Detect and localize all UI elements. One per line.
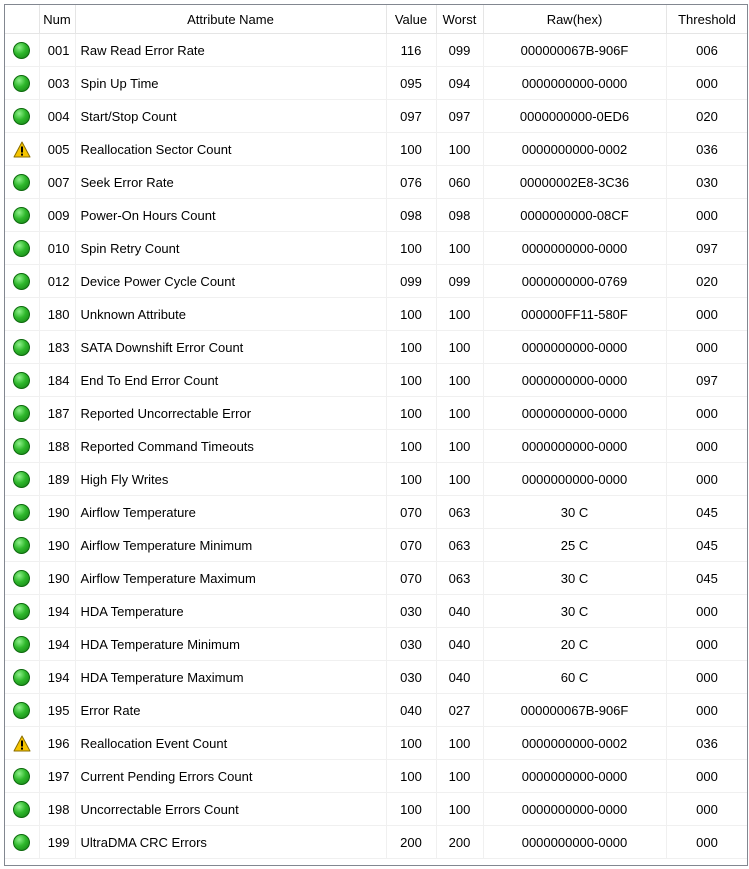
status-cell [5,430,39,463]
status-cell [5,100,39,133]
attribute-threshold-cell: 000 [666,793,748,826]
attribute-value-cell: 040 [386,694,436,727]
green-circle-icon [13,504,30,521]
green-circle-icon [13,537,30,554]
attribute-value-cell: 100 [386,727,436,760]
attribute-num-cell: 183 [39,331,75,364]
attribute-name-cell: Error Rate [75,694,386,727]
attribute-worst-cell: 063 [436,529,483,562]
attribute-threshold-cell: 045 [666,529,748,562]
column-header-attribute-name[interactable]: Attribute Name [75,5,386,34]
attribute-value-cell: 076 [386,166,436,199]
attribute-worst-cell: 060 [436,166,483,199]
status-cell [5,199,39,232]
attribute-name-cell: Reported Uncorrectable Error [75,397,386,430]
attribute-name-cell: Current Pending Errors Count [75,760,386,793]
table-row[interactable] [5,760,748,793]
green-circle-icon [13,438,30,455]
attribute-raw-cell: 30 C [483,562,666,595]
attribute-worst-cell: 100 [436,298,483,331]
attribute-value-cell: 100 [386,331,436,364]
smart-attributes-list[interactable] [4,4,748,866]
attribute-name-cell: HDA Temperature [75,595,386,628]
attribute-value-cell: 100 [386,430,436,463]
status-cell [5,793,39,826]
table-row[interactable] [5,562,748,595]
status-cell [5,232,39,265]
attribute-value-cell: 070 [386,529,436,562]
attribute-raw-cell: 0000000000-0000 [483,397,666,430]
attribute-name-cell: HDA Temperature Maximum [75,661,386,694]
attribute-worst-cell: 040 [436,595,483,628]
green-circle-icon [13,768,30,785]
table-row[interactable] [5,595,748,628]
attribute-num-cell: 190 [39,562,75,595]
green-circle-icon [13,306,30,323]
attribute-value-cell: 116 [386,34,436,67]
warning-triangle-icon [13,141,31,158]
status-cell [5,727,39,760]
attribute-raw-cell: 000000067B-906F [483,694,666,727]
attribute-num-cell: 190 [39,529,75,562]
attribute-num-cell: 194 [39,595,75,628]
attribute-num-cell: 190 [39,496,75,529]
attribute-worst-cell: 100 [436,133,483,166]
attribute-worst-cell: 097 [436,100,483,133]
attribute-value-cell: 100 [386,463,436,496]
attribute-name-cell: Power-On Hours Count [75,199,386,232]
attribute-value-cell: 100 [386,397,436,430]
attribute-threshold-cell: 000 [666,826,748,859]
attribute-name-cell: Unknown Attribute [75,298,386,331]
attribute-worst-cell: 100 [436,760,483,793]
attribute-raw-cell: 0000000000-0000 [483,331,666,364]
attribute-threshold-cell: 045 [666,562,748,595]
attribute-value-cell: 095 [386,67,436,100]
attribute-name-cell: Spin Retry Count [75,232,386,265]
attribute-raw-cell: 0000000000-0769 [483,265,666,298]
attribute-name-cell: Reallocation Sector Count [75,133,386,166]
attribute-threshold-cell: 006 [666,34,748,67]
attribute-value-cell: 100 [386,793,436,826]
attribute-value-cell: 100 [386,364,436,397]
attribute-name-cell: Uncorrectable Errors Count [75,793,386,826]
attribute-worst-cell: 063 [436,496,483,529]
attribute-num-cell: 194 [39,661,75,694]
attribute-name-cell: Airflow Temperature [75,496,386,529]
green-circle-icon [13,42,30,59]
column-header-status[interactable] [5,5,39,34]
attribute-worst-cell: 100 [436,364,483,397]
attribute-num-cell: 007 [39,166,75,199]
status-cell [5,496,39,529]
table-row[interactable] [5,298,748,331]
attribute-raw-cell: 0000000000-0000 [483,826,666,859]
attribute-threshold-cell: 097 [666,364,748,397]
green-circle-icon [13,702,30,719]
attribute-raw-cell: 0000000000-0000 [483,793,666,826]
attribute-threshold-cell: 036 [666,133,748,166]
attribute-raw-cell: 0000000000-0000 [483,364,666,397]
attribute-raw-cell: 0000000000-0000 [483,232,666,265]
status-cell [5,265,39,298]
attribute-raw-cell: 0000000000-0000 [483,463,666,496]
green-circle-icon [13,834,30,851]
attribute-threshold-cell: 000 [666,397,748,430]
status-cell [5,826,39,859]
column-header-raw-hex[interactable]: Raw(hex) [483,5,666,34]
attribute-name-cell: Airflow Temperature Minimum [75,529,386,562]
green-circle-icon [13,669,30,686]
table-row[interactable] [5,529,748,562]
attribute-num-cell: 184 [39,364,75,397]
green-circle-icon [13,603,30,620]
attribute-num-cell: 003 [39,67,75,100]
attribute-threshold-cell: 000 [666,595,748,628]
table-row[interactable] [5,727,748,760]
attribute-worst-cell: 100 [436,331,483,364]
attribute-raw-cell: 60 C [483,661,666,694]
attribute-worst-cell: 099 [436,34,483,67]
attribute-num-cell: 005 [39,133,75,166]
attribute-threshold-cell: 020 [666,100,748,133]
status-cell [5,34,39,67]
attribute-num-cell: 004 [39,100,75,133]
green-circle-icon [13,207,30,224]
attribute-name-cell: Raw Read Error Rate [75,34,386,67]
attribute-value-cell: 100 [386,133,436,166]
attribute-threshold-cell: 000 [666,463,748,496]
attribute-raw-cell: 20 C [483,628,666,661]
green-circle-icon [13,636,30,653]
status-cell [5,133,39,166]
table-row[interactable] [5,397,748,430]
attribute-threshold-cell: 020 [666,265,748,298]
attribute-name-cell: End To End Error Count [75,364,386,397]
attribute-worst-cell: 200 [436,826,483,859]
attribute-value-cell: 099 [386,265,436,298]
table-row[interactable] [5,199,748,232]
attribute-num-cell: 199 [39,826,75,859]
attribute-worst-cell: 100 [436,463,483,496]
attribute-threshold-cell: 097 [666,232,748,265]
attribute-threshold-cell: 000 [666,694,748,727]
attribute-raw-cell: 0000000000-0000 [483,67,666,100]
attribute-threshold-cell: 000 [666,331,748,364]
attribute-num-cell: 197 [39,760,75,793]
attribute-value-cell: 070 [386,562,436,595]
attribute-threshold-cell: 000 [666,199,748,232]
attribute-value-cell: 098 [386,199,436,232]
attribute-num-cell: 198 [39,793,75,826]
attribute-worst-cell: 100 [436,397,483,430]
attribute-name-cell: Airflow Temperature Maximum [75,562,386,595]
attribute-worst-cell: 040 [436,661,483,694]
green-circle-icon [13,570,30,587]
column-header-num[interactable]: Num [39,5,75,34]
status-cell [5,595,39,628]
table-row[interactable] [5,793,748,826]
attribute-raw-cell: 000000FF11-580F [483,298,666,331]
table-row[interactable] [5,430,748,463]
table-row[interactable] [5,331,748,364]
status-cell [5,364,39,397]
status-cell [5,694,39,727]
status-cell [5,760,39,793]
header-row [5,5,748,34]
attribute-num-cell: 194 [39,628,75,661]
attribute-raw-cell: 0000000000-0000 [483,430,666,463]
attribute-name-cell: Reported Command Timeouts [75,430,386,463]
table-row[interactable] [5,826,748,859]
attribute-value-cell: 100 [386,232,436,265]
status-cell [5,67,39,100]
attribute-threshold-cell: 000 [666,67,748,100]
attribute-worst-cell: 027 [436,694,483,727]
attribute-num-cell: 196 [39,727,75,760]
attribute-value-cell: 030 [386,628,436,661]
attribute-name-cell: SATA Downshift Error Count [75,331,386,364]
table-row[interactable] [5,265,748,298]
attribute-num-cell: 187 [39,397,75,430]
attribute-name-cell: Spin Up Time [75,67,386,100]
column-header-worst[interactable]: Worst [436,5,483,34]
attribute-worst-cell: 100 [436,793,483,826]
table-row[interactable] [5,463,748,496]
attribute-worst-cell: 099 [436,265,483,298]
attribute-num-cell: 001 [39,34,75,67]
green-circle-icon [13,75,30,92]
table-row[interactable] [5,67,748,100]
attribute-raw-cell: 000000067B-906F [483,34,666,67]
attribute-raw-cell: 0000000000-0002 [483,133,666,166]
table-row[interactable] [5,661,748,694]
status-cell [5,661,39,694]
status-cell [5,397,39,430]
status-cell [5,562,39,595]
attribute-num-cell: 010 [39,232,75,265]
attribute-worst-cell: 100 [436,232,483,265]
attribute-num-cell: 012 [39,265,75,298]
attribute-worst-cell: 063 [436,562,483,595]
attribute-name-cell: HDA Temperature Minimum [75,628,386,661]
attribute-value-cell: 070 [386,496,436,529]
attribute-raw-cell: 30 C [483,496,666,529]
table-row[interactable] [5,628,748,661]
table-row[interactable] [5,232,748,265]
status-cell [5,463,39,496]
green-circle-icon [13,339,30,356]
table-row[interactable] [5,34,748,67]
attribute-threshold-cell: 000 [666,298,748,331]
status-cell [5,331,39,364]
attribute-raw-cell: 0000000000-0000 [483,760,666,793]
green-circle-icon [13,108,30,125]
attribute-num-cell: 009 [39,199,75,232]
attribute-worst-cell: 100 [436,727,483,760]
green-circle-icon [13,471,30,488]
attribute-threshold-cell: 000 [666,661,748,694]
green-circle-icon [13,372,30,389]
attribute-threshold-cell: 045 [666,496,748,529]
attribute-raw-cell: 0000000000-0002 [483,727,666,760]
attribute-worst-cell: 100 [436,430,483,463]
column-header-value[interactable]: Value [386,5,436,34]
attribute-value-cell: 030 [386,595,436,628]
table-row[interactable] [5,694,748,727]
column-header-threshold[interactable]: Threshold [666,5,748,34]
table-row[interactable] [5,100,748,133]
attribute-name-cell: UltraDMA CRC Errors [75,826,386,859]
green-circle-icon [13,174,30,191]
attribute-name-cell: High Fly Writes [75,463,386,496]
attribute-raw-cell: 00000002E8-3C36 [483,166,666,199]
attribute-value-cell: 030 [386,661,436,694]
green-circle-icon [13,405,30,422]
attribute-name-cell: Start/Stop Count [75,100,386,133]
status-cell [5,298,39,331]
attribute-num-cell: 188 [39,430,75,463]
smart-attributes-table [5,5,748,859]
attribute-value-cell: 200 [386,826,436,859]
attribute-raw-cell: 25 C [483,529,666,562]
status-cell [5,166,39,199]
attribute-num-cell: 195 [39,694,75,727]
attribute-threshold-cell: 036 [666,727,748,760]
attribute-value-cell: 100 [386,298,436,331]
warning-triangle-icon [13,735,31,752]
status-cell [5,628,39,661]
attribute-worst-cell: 040 [436,628,483,661]
table-row[interactable] [5,133,748,166]
table-row[interactable] [5,166,748,199]
attribute-name-cell: Device Power Cycle Count [75,265,386,298]
attribute-raw-cell: 30 C [483,595,666,628]
attribute-worst-cell: 098 [436,199,483,232]
attribute-name-cell: Seek Error Rate [75,166,386,199]
green-circle-icon [13,273,30,290]
attribute-raw-cell: 0000000000-0ED6 [483,100,666,133]
attribute-raw-cell: 0000000000-08CF [483,199,666,232]
attribute-name-cell: Reallocation Event Count [75,727,386,760]
table-row[interactable] [5,364,748,397]
attribute-threshold-cell: 000 [666,760,748,793]
table-row[interactable] [5,496,748,529]
attribute-threshold-cell: 000 [666,430,748,463]
green-circle-icon [13,240,30,257]
attribute-num-cell: 189 [39,463,75,496]
status-cell [5,529,39,562]
attribute-value-cell: 097 [386,100,436,133]
attribute-threshold-cell: 000 [666,628,748,661]
attribute-worst-cell: 094 [436,67,483,100]
attribute-value-cell: 100 [386,760,436,793]
attribute-threshold-cell: 030 [666,166,748,199]
attribute-num-cell: 180 [39,298,75,331]
green-circle-icon [13,801,30,818]
